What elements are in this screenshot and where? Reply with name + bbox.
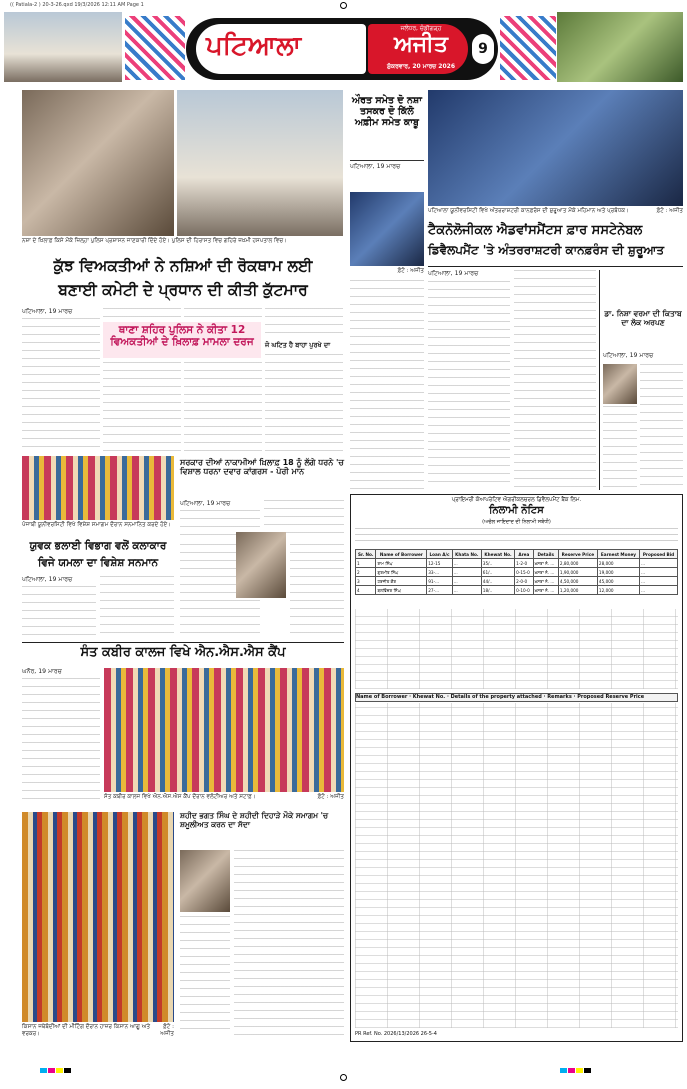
- photo-caption-committee: ਨਸ਼ਾ ਦੇ ਖ਼ਿਲਾਫ਼ ਕਿਸੇ ਮੌਕੇ ਜ਼ਿਲ੍ਹਾ ਪੁਲਿਸ ਪ੍ਰਸ਼ਾਸਨ ਜਾਣਕਾਰੀ ਦਿੰਦੇ ਹੋਏ। ਪੁਲਿਸ ਦੀ ਹਿਰਾਸਤ ਵਿਚ ਗਹਿਰੇ ਜ਼ਖ਼ਮੀ ਹਸਪਤਾਲ ਵਿਚ।: [22, 238, 287, 244]
- byline-farmers: ਫ਼ੋਟੋ : ਅਜੀਤ: [160, 1024, 174, 1038]
- headline-committee-1: ਕੁੱਝ ਵਿਅਕਤੀਆਂ ਨੇ ਨਸ਼ਿਆਂ ਦੀ ਰੋਕਥਾਮ ਲਈ: [53, 257, 313, 275]
- dateline-committee: ਪਟਿਆਲਾ, 19 ਮਾਰਚ: [22, 308, 73, 315]
- cmyk-swatch-cyan: [40, 1068, 47, 1073]
- text-lines: [22, 678, 100, 806]
- photo-caption-nss: ਸੰਤ ਕਬੀਰ ਕਾਲਜ ਵਿਖੇ ਐਨ.ਐਸ.ਐਸ ਕੈਂਪ ਦੌਰਾਨ ਵਲੰਟੀਅਰ ਅਤੇ ਸਟਾਫ਼।: [104, 794, 256, 800]
- table-header-cell: Name of Borrower: [376, 550, 427, 559]
- masthead-sub: ਜਲੰਧਰ, ਚੰਡੀਗੜ੍ਹ: [400, 25, 442, 32]
- photo-police-officer: [350, 192, 424, 266]
- text-lines: [184, 308, 262, 320]
- table-header-cell: Details: [533, 550, 558, 559]
- table-cell: ਗੁਰਮੀਤ ਸਿੰਘ: [376, 568, 427, 577]
- page-number: 9: [472, 34, 494, 64]
- table-cell: 2: [356, 568, 376, 577]
- table-header-cell: Khata No.: [452, 550, 481, 559]
- photo-hospital: [177, 90, 343, 236]
- table-cell: 18/..: [481, 586, 514, 595]
- table-cell: 2,80,000: [558, 559, 597, 568]
- table-cell: ...: [452, 577, 481, 586]
- divider: [599, 270, 600, 490]
- table-header-cell: Area: [515, 550, 533, 559]
- cmyk-swatch-yellow: [56, 1068, 63, 1073]
- masthead-building-photo: [4, 12, 122, 82]
- headline-conference-2: ਡਿਵੈਲਪਮੈਂਟ 'ਤੇ ਅੰਤਰਰਾਸ਼ਟਰੀ ਕਾਨਫ਼ਰੰਸ ਦੀ ਸ਼ੁਰੂਆਤ: [428, 243, 665, 257]
- page-slug: (( Patiala-2 ) 20-3-26.qxd 19/3/2026 12:11 AM Page 1: [10, 2, 144, 8]
- table-cell: ਖ਼ਸਰਾ ਨੰ. ...: [533, 568, 558, 577]
- photo-nss-camp: [104, 668, 344, 792]
- headline-farmers: ਸ਼ਹੀਦ ਭਗਤ ਸਿੰਘ ਦੇ ਸ਼ਹੀਦੀ ਦਿਹਾੜੇ ਮੌਕੇ ਸਮਾਗਮ 'ਚ ਸ਼ਮੂਲੀਅਤ ਕਰਨ ਦਾ ਸੱਦਾ: [180, 811, 329, 829]
- headline-nss: ਸੰਤ ਕਬੀਰ ਕਾਲਜ ਵਿਖੇ ਐਨ.ਐਸ.ਐਸ ਕੈਂਪ: [80, 645, 286, 660]
- text-lines: [234, 850, 344, 1036]
- photo-caption-honour: ਪੰਜਾਬੀ ਯੂਨੀਵਰਸਿਟੀ ਵਿਖੇ ਵਿਸ਼ੇਸ਼ ਸਮਾਗਮ ਦੌਰਾਨ ਸਨਮਾਨਿਤ ਕਰਦੇ ਹੋਏ।: [22, 522, 172, 528]
- byline-opium: ਫ਼ੋਟੋ : ਅਜੀਤ: [397, 268, 424, 274]
- text-lines: [265, 354, 343, 454]
- text-lines: [184, 362, 262, 452]
- text-lines: [22, 318, 100, 450]
- section-col-d: Proposed Reserve Price: [577, 694, 645, 700]
- cmyk-swatch-black: [584, 1068, 591, 1073]
- cmyk-bar-right: [560, 1058, 620, 1066]
- cmyk-swatch-cyan: [560, 1068, 567, 1073]
- table-header-cell: Proposed Bid: [640, 550, 678, 559]
- table-header-cell: Sr. No.: [356, 550, 376, 559]
- dateline-saffron: ਪਟਿਆਲਾ, 19 ਮਾਰਚ: [180, 500, 231, 507]
- table-cell: ਖ਼ਸਰਾ ਨੰ. ...: [533, 586, 558, 595]
- table-cell: 35/..: [481, 559, 514, 568]
- table-cell: 0-15-0: [515, 568, 533, 577]
- headline-saffron: ਸਰਕਾਰ ਦੀਆਂ ਨਾਕਾਮੀਆਂ ਖ਼ਿਲਾਫ਼ 18 ਨੂੰ ਲੱਗੇ ਧਰਨੇ 'ਚ ਵਿਸ਼ਾਲ ਧਰਨਾ ਦਵਾਰ ਕਾਂਗਰਸ - ਪੋਰੀ ਮਾਨ: [180, 458, 344, 477]
- dateline-honour: ਪਟਿਆਲਾ, 19 ਮਾਰਚ: [22, 576, 73, 583]
- divider: [428, 266, 683, 267]
- table-header-cell: Loan A/c: [427, 550, 452, 559]
- table-header-cell: Earnest Money: [597, 550, 639, 559]
- photo-conference: [428, 90, 683, 206]
- table-cell: 12,000: [597, 586, 639, 595]
- byline-nss: ਫ਼ੋਟੋ : ਅਜੀਤ: [317, 794, 344, 800]
- text-lines: [640, 364, 683, 488]
- notice-section-label: Name of Borrower · Khewat No. · Details of the property attached · Remarks · Proposed Reserve Price: [355, 693, 678, 702]
- notice-subtitle: (ਅਚੱਲ ਜਾਇਦਾਦ ਦੀ ਨਿਲਾਮੀ ਸਬੰਧੀ): [482, 519, 551, 525]
- photo-press-statement: [22, 90, 174, 236]
- table-cell: 45,000: [597, 577, 639, 586]
- photo-portrait-side: [603, 364, 637, 404]
- text-lines: [103, 362, 181, 452]
- text-lines: [22, 586, 96, 638]
- headline-committee-2: ਬਣਾਈ ਕਮੇਟੀ ਦੇ ਪ੍ਰਧਾਨ ਦੀ ਕੀਤੀ ਕੁੱਟਮਾਰ: [58, 281, 308, 299]
- table-header-cell: Khewat No.: [481, 550, 514, 559]
- table-row: [356, 559, 678, 568]
- cmyk-swatch-yellow: [576, 1068, 583, 1073]
- table-cell: 1: [356, 559, 376, 568]
- table-cell: 4: [356, 586, 376, 595]
- table-cell: ...: [640, 577, 678, 586]
- table-cell: ...: [640, 568, 678, 577]
- text-lines: [350, 280, 424, 490]
- masthead-campus-photo: [557, 12, 683, 82]
- table-row: [356, 586, 678, 595]
- table-cell: 12-15: [427, 559, 452, 568]
- section-label: Details of the property attached: [450, 694, 542, 700]
- table-cell: 1,20,000: [558, 586, 597, 595]
- notice-grid-2: [355, 703, 678, 1028]
- section-col-b: Khewat No.: [412, 694, 446, 700]
- registration-mark-bottom: [340, 1074, 347, 1081]
- section-col-a: Name of Borrower: [356, 694, 408, 700]
- table-cell: 0-10-0: [515, 586, 533, 595]
- section-col-c: Remarks: [547, 694, 572, 700]
- dateline-opium: ਪਟਿਆਲਾ, 19 ਮਾਰਚ: [350, 163, 401, 170]
- text-lines: [290, 544, 344, 638]
- table-cell: 61/..: [481, 568, 514, 577]
- cmyk-swatch-black: [64, 1068, 71, 1073]
- masthead-title-right: ਅਜੀਤ: [394, 32, 448, 57]
- divider: [350, 160, 424, 161]
- byline-conference: ਫ਼ੋਟੋ : ਅਜੀਤ: [656, 208, 683, 214]
- text-lines: [180, 916, 230, 1036]
- subhead-committee: ਥਾਣਾ ਸ਼ਹਿਰ ਪੁਲਿਸ ਨੇ ਕੀਤਾ 12 ਵਿਅਕਤੀਆਂ ਦੇ ਖ਼ਿਲਾਫ਼ ਮਾਮਲਾ ਦਰਜ: [103, 322, 261, 358]
- notice-grid-1: [355, 609, 678, 689]
- photo-farmers-meeting: [22, 812, 174, 1022]
- masthead-title-left: ਪਟਿਆਲਾ: [206, 31, 302, 61]
- text-lines: [100, 576, 174, 638]
- dateline-nss: ਘਨੌਰ, 19 ਮਾਰਚ: [22, 668, 62, 675]
- table-row: [356, 568, 678, 577]
- side-head-committee: ਜੋ ਘਟਿਤ ਹੈ ਬਾਹਾ ਪੁਰਖੇ ਦਾ: [265, 341, 331, 349]
- notice-table-main: [355, 549, 678, 595]
- table-cell: ...: [640, 586, 678, 595]
- cmyk-bar-left: [40, 1058, 100, 1066]
- headline-honour-2: ਵਿਜੇ ਯਮਲਾ ਦਾ ਵਿਸ਼ੇਸ਼ ਸਨਮਾਨ: [37, 557, 159, 569]
- table-cell: ...: [452, 559, 481, 568]
- notice-title: ਨਿਲਾਮੀ ਨੋਟਿਸ: [489, 505, 544, 516]
- divider: [22, 642, 344, 643]
- text-lines: [428, 281, 510, 488]
- table-cell: 2-0-0: [515, 577, 533, 586]
- table-cell: 33-...: [427, 568, 452, 577]
- cmyk-swatch-magenta: [568, 1068, 575, 1073]
- notice-top-line: ਪ੍ਰਾਇਮਰੀ ਕੋਆਪਰੇਟਿਵ ਐਗਰੀਕਲਚਰਲ ਡਿਵੈਲਪਮੈਂਟ ਬੈਂਕ ਲਿਮ.: [451, 497, 582, 503]
- table-header-cell: Reserve Price: [558, 550, 597, 559]
- table-cell: 28,000: [597, 559, 639, 568]
- table-cell: 91-...: [427, 577, 452, 586]
- headline-side-box: ਡਾ. ਨਿਸ਼ਾ ਵਰਮਾ ਦੀ ਕਿਤਾਬ ਦਾ ਲੋਕ ਅਰਪਣ: [604, 309, 682, 327]
- table-cell: 44/..: [481, 577, 514, 586]
- dateline-conference: ਪਟਿਆਲਾ, 19 ਮਾਰਚ: [428, 270, 479, 277]
- text-lines: [603, 406, 637, 488]
- masthead-banner: [186, 18, 498, 80]
- text-lines: [355, 528, 678, 546]
- table-cell: ਬਲਵਿੰਦਰ ਸਿੰਘ: [376, 586, 427, 595]
- headline-honour-1: ਯੁਵਕ ਭਲਾਈ ਵਿਭਾਗ ਵਲੋਂ ਕਲਾਕਾਰ: [29, 540, 167, 552]
- table-row: [356, 577, 678, 586]
- photo-caption-conference: ਪਟਿਆਲਾ ਯੂਨੀਵਰਸਿਟੀ ਵਿਖੇ ਅੰਤਰਰਾਸ਼ਟਰੀ ਕਾਨਫ਼ਰੰਸ ਦੀ ਸ਼ੁਰੂਆਤ ਮੌਕੇ ਮਹਿਮਾਨ ਅਤੇ ਪ੍ਰਬੰਧਕ।: [428, 208, 629, 214]
- table-cell: ਰਾਮ ਸਿੰਘ: [376, 559, 427, 568]
- masthead-date: ਸ਼ੁੱਕਰਵਾਰ, 20 ਮਾਰਚ 2026: [386, 63, 456, 70]
- notice-footer: PR Ref. No. 2026/13/2026 26-5-4: [355, 1031, 437, 1037]
- photo-honour-event: [22, 456, 174, 520]
- text-lines: [103, 308, 181, 320]
- cmyk-swatch-magenta: [48, 1068, 55, 1073]
- table-cell: 1,90,000: [558, 568, 597, 577]
- table-cell: ...: [452, 568, 481, 577]
- table-cell: ...: [452, 586, 481, 595]
- table-cell: 3: [356, 577, 376, 586]
- photo-portrait-saffron: [236, 532, 286, 598]
- photo-portrait-farmers: [180, 850, 230, 912]
- headline-opium: ਔਰਤ ਸਮੇਤ ਦੋ ਨਸ਼ਾ ਤਸਕਰ ਦੋ ਕਿੱਲੋ ਅਫ਼ੀਮ ਸਮੇਤ ਕਾਬੂ: [352, 95, 422, 128]
- text-lines: [265, 308, 343, 340]
- headline-conference-1: ਟੈਕਨੋਲੋਜੀਕਲ ਐਡਵਾਂਸਮੈਂਟਸ ਫ਼ਾਰ ਸਸਟੇਨੇਬਲ: [428, 223, 643, 238]
- masthead-pattern-right: [500, 16, 556, 80]
- table-cell: ਖ਼ਸਰਾ ਨੰ. ...: [533, 577, 558, 586]
- table-cell: ਖ਼ਸਰਾ ਨੰ. ...: [533, 559, 558, 568]
- auction-notice: [350, 494, 683, 1042]
- table-cell: ਹਰਜੀਤ ਕੌਰ: [376, 577, 427, 586]
- table-cell: ...: [640, 559, 678, 568]
- table-cell: 19,000: [597, 568, 639, 577]
- table-cell: 27-...: [427, 586, 452, 595]
- photo-caption-farmers: ਕਿਸਾਨ ਜਥੇਬੰਦੀਆਂ ਦੀ ਮੀਟਿੰਗ ਦੌਰਾਨ ਹਾਜ਼ਰ ਕਿਸਾਨ ਆਗੂ ਅਤੇ ਵਰਕਰ।: [22, 1024, 151, 1038]
- table-cell: 1-2-0: [515, 559, 533, 568]
- dateline-side-box: ਪਟਿਆਲਾ, 19 ਮਾਰਚ: [603, 352, 654, 359]
- masthead-pattern-left: [125, 16, 185, 80]
- table-cell: 4,50,000: [558, 577, 597, 586]
- text-lines: [514, 270, 596, 488]
- registration-mark: [340, 2, 347, 9]
